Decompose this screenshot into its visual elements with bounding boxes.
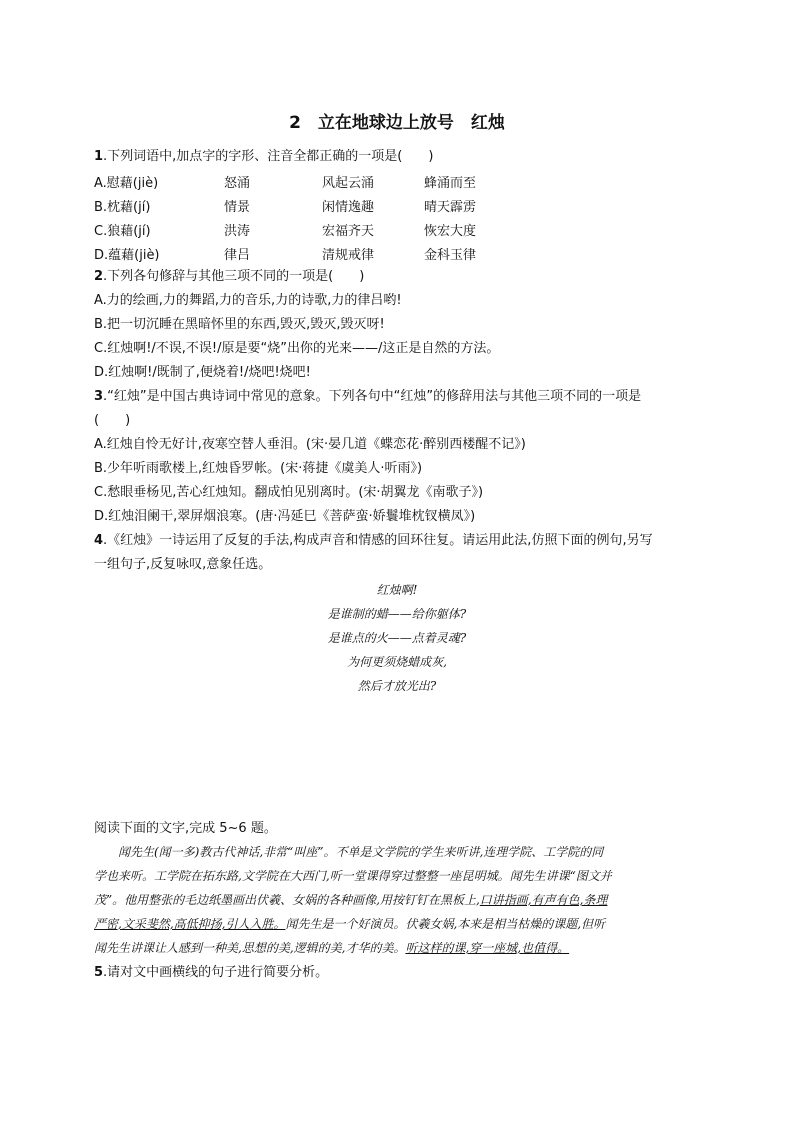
question-3-option-b: B.少年听雨歌楼上,红烛昏罗帐。(宋·蒋捷《虞美人·听雨》) [94, 461, 423, 476]
poem-line: 为何更须烧蜡成灰, [347, 655, 447, 669]
question-2-option-d: D.红烛啊!/既制了,便烧着!/烧吧!烧吧! [94, 365, 311, 380]
page-title: 2 立在地球边上放号 红烛 [289, 113, 505, 133]
question-3-number: 3 [94, 389, 104, 404]
question-4-stem: 4.《红烛》一诗运用了反复的手法,构成声音和情感的回环往复。请运用此法,仿照下面的例句,另写 [94, 533, 653, 548]
question-3-stem-bracket: ( ) [94, 413, 131, 428]
passage-line: 茂”。他用整张的毛边纸墨画出伏羲、女娲的各种画像,用按钉钉在黑板上,口讲指画,有声有色,条理 [94, 893, 608, 907]
example-poem [0, 578, 794, 698]
underlined-sentence: 口讲指画,有声有色,条理 [479, 893, 608, 907]
passage-line: 闻先生讲课让人感到一种美,思想的美,逻辑的美,才华的美。听这样的课,穿一座城,也值得。 [94, 941, 570, 955]
question-5-stem: 5.请对文中画横线的句子进行简要分析。 [94, 965, 329, 980]
question-3-stem: 3.“红烛”是中国古典诗词中常见的意象。下列各句中“红烛”的修辞用法与其他三项不同的一项是 [94, 389, 642, 404]
question-2-number: 2 [94, 269, 104, 284]
question-3-option-c: C.愁眼垂杨见,苦心红烛知。翻成怕见别离时。(宋·胡翼龙《南歌子》) [94, 485, 484, 500]
underlined-sentence: 听这样的课,穿一座城,也值得。 [405, 941, 570, 955]
question-2-option-b: B.把一切沉睡在黑暗怀里的东西,毁灭,毁灭,毁灭呀! [94, 317, 385, 332]
question-4-number: 4 [94, 533, 104, 548]
poem-line: 是谁制的蜡——给你躯体? [327, 607, 467, 621]
question-1-number: 1 [94, 149, 104, 164]
passage-line: 闻先生(闻一多)教古代神话,非常“叫座”。不单是文学院的学生来听讲,连理学院、工学院的同 [118, 845, 604, 859]
poem-line: 是谁点的火——点着灵魂? [327, 631, 467, 645]
question-3-option-a: A.红烛自怜无好计,夜寒空替人垂泪。(宋·晏几道《蝶恋花·醉别西楼醒不记》) [94, 437, 526, 452]
question-4-stem-cont: 一组句子,反复咏叹,意象任选。 [94, 557, 272, 572]
reading-intro: 阅读下面的文字,完成 5~6 题。 [94, 821, 277, 836]
question-3-option-d: D.红烛泪阑干,翠屏烟浪寒。(唐·冯延巳《菩萨蛮·娇鬟堆枕钗横凤》) [94, 509, 476, 524]
reading-passage [94, 840, 694, 960]
poem-line: 红烛啊! [376, 583, 418, 597]
question-2-option-c: C.红烛啊!/不误,不误!/原是要“烧”出你的光来——/这正是自然的方法。 [94, 341, 500, 356]
question-5-number: 5 [94, 965, 104, 980]
passage-line: 学也来听。工学院在拓东路,文学院在大西门,听一堂课得穿过整整一座昆明城。闻先生讲课“图文并 [94, 869, 612, 883]
question-1-stem: 1.下列词语中,加点字的字形、注音全都正确的一项是( ) [94, 149, 434, 164]
question-2-option-a: A.力的绘画,力的舞蹈,力的音乐,力的诗歌,力的律吕哟! [94, 293, 402, 308]
question-1-option-b: B.枕藉(jí) 情景 闲情逸趣 晴天霹雳 [94, 200, 477, 215]
question-2-stem: 2.下列各句修辞与其他三项不同的一项是( ) [94, 269, 365, 284]
question-1-option-a: A.慰藉(jiè) 怒涌 风起云涌 蜂涌而至 [94, 176, 477, 191]
passage-line: 严密,文采斐然,高低抑扬,引人入胜。闻先生是一个好演员。伏羲女娲,本来是相当枯燥的课题,但听 [94, 917, 606, 931]
question-1-option-d: D.蕴藉(jiè) 律吕 清规戒律 金科玉律 [94, 248, 477, 263]
underlined-sentence: 严密,文采斐然,高低抑扬,引人入胜。 [94, 917, 286, 931]
question-1-option-c: C.狼藉(jí) 洪涛 宏福齐天 恢宏大度 [94, 224, 477, 239]
poem-line: 然后才放光出? [357, 679, 437, 693]
